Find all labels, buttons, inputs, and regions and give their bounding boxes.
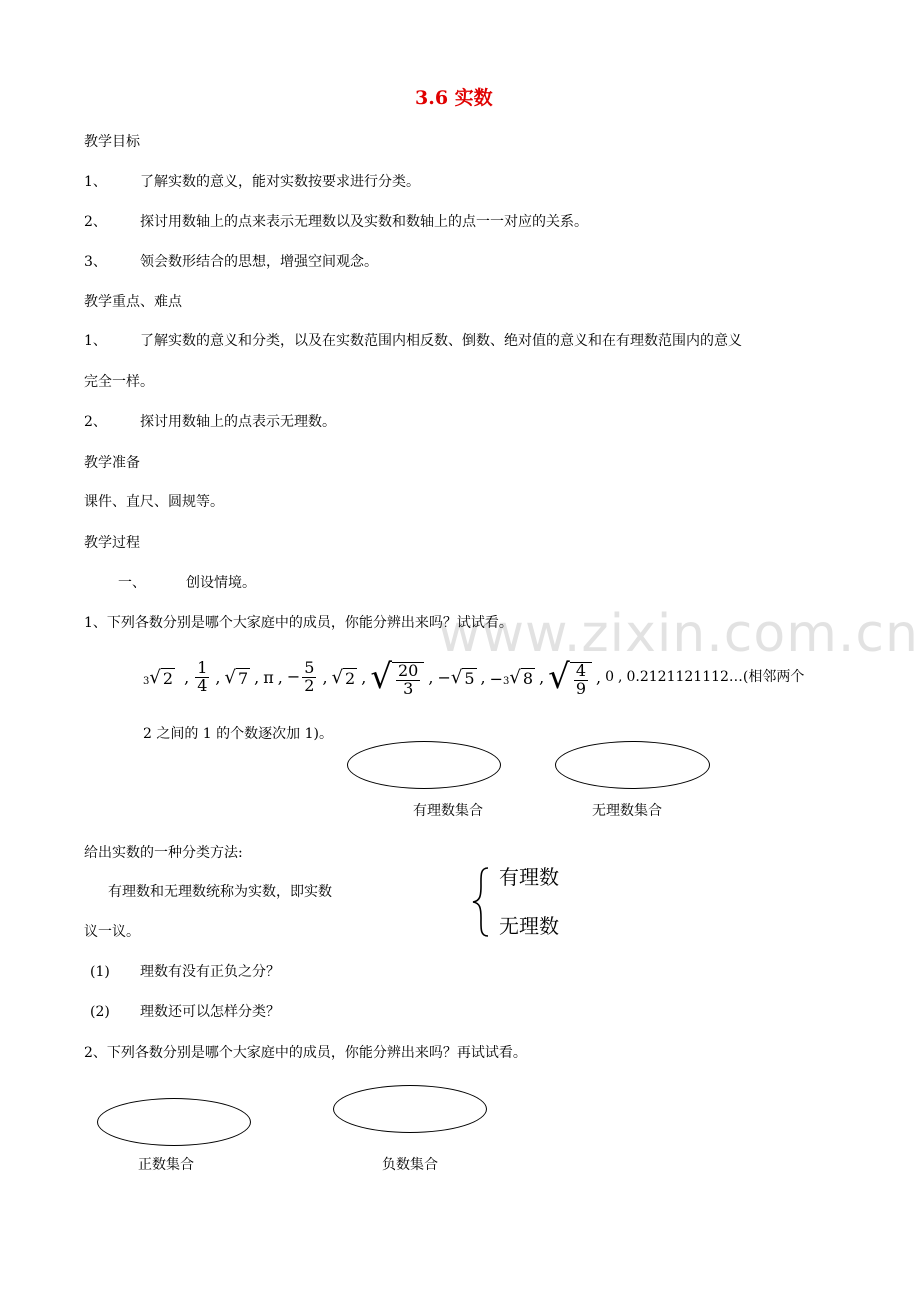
step-number: 一、 <box>118 575 146 591</box>
watermark: www.zixin.com.cn <box>438 604 919 664</box>
question-2: 2、下列各数分别是哪个大家庭中的成员，你能分辨出来吗？再试试看。 <box>84 1045 527 1061</box>
discussion-heading: 议一议。 <box>84 924 140 940</box>
discussion-number: (2) <box>90 1004 110 1020</box>
section-heading-preparation: 教学准备 <box>84 455 140 471</box>
classification-intro: 给出实数的一种分类方法: <box>84 845 243 861</box>
goal-number: 3、 <box>84 254 107 270</box>
process-step-1 <box>118 576 256 590</box>
goal-item-1 <box>84 175 420 189</box>
brace-option-irrational: 无理数 <box>499 914 559 938</box>
brace-option-rational: 有理数 <box>499 865 559 889</box>
discussion-text: 理数有没有正负之分？ <box>140 964 280 980</box>
preparation-text: 课件、直尺、圆规等。 <box>84 494 224 510</box>
sqrt-2: √ 2 <box>331 666 356 688</box>
discussion-item-1 <box>90 965 280 979</box>
cube-root-2: 3 √ 2 <box>143 666 174 688</box>
keypoint-item-1-continued: 完全一样。 <box>84 374 154 390</box>
rational-set-ellipse <box>347 741 501 789</box>
pi-symbol: π <box>263 667 274 687</box>
keypoint-number: 2、 <box>84 414 107 430</box>
curly-brace <box>470 866 492 938</box>
irrational-set-label: 无理数集合 <box>592 803 662 819</box>
negative-set-label: 负数集合 <box>382 1157 438 1173</box>
page-title: 3.6 实数 <box>415 87 493 109</box>
section-heading-goals: 教学目标 <box>84 134 140 150</box>
positive-set-ellipse <box>97 1098 251 1146</box>
irrational-set-ellipse <box>555 741 710 789</box>
keypoint-item-2 <box>84 415 336 429</box>
section-heading-keypoints: 教学重点、难点 <box>84 294 182 310</box>
zero: 0 <box>605 669 615 685</box>
goal-number: 1、 <box>84 174 107 190</box>
number-list: 3 √ 2 , $\frac{1}{4}$ , √ 7 , π , − $\frac{5}{2}$ , √ 2 , √ $\frac{20}{3}$ , − √ 5 , − 3 √ 8 , √ $\frac{4}{9}$ , 0 , 0.2121121112…(相邻两个 <box>143 657 805 698</box>
goal-item-3 <box>84 255 378 269</box>
discussion-item-2 <box>90 1005 280 1019</box>
neg-cube-root-8: − 3 √ 8 <box>489 666 534 689</box>
keypoint-item-1 <box>84 334 742 348</box>
goal-item-2 <box>84 215 588 229</box>
neg-five-halves: − $\frac{5}{2}$ <box>286 658 315 695</box>
sqrt-twenty-thirds: √ $\frac{20}{3}$ <box>370 657 424 698</box>
discussion-number: (1) <box>90 964 110 980</box>
keypoint-text: 探讨用数轴上的点表示无理数。 <box>140 414 336 430</box>
goal-text: 了解实数的意义，能对实数按要求进行分类。 <box>140 174 420 190</box>
keypoint-text: 了解实数的意义和分类，以及在实数范围内相反数、倒数、绝对值的意义和在有理数范围内的意义 <box>140 333 742 349</box>
step-text: 创设情境。 <box>186 575 256 591</box>
classification-text: 有理数和无理数统称为实数，即实数 <box>108 884 332 900</box>
negative-set-ellipse <box>333 1085 487 1133</box>
sqrt-four-ninths: √ $\frac{4}{9}$ <box>548 657 592 698</box>
discussion-text: 理数还可以怎样分类？ <box>140 1004 280 1020</box>
goal-text: 领会数形结合的思想，增强空间观念。 <box>140 254 378 270</box>
goal-text: 探讨用数轴上的点来表示无理数以及实数和数轴上的点一一对应的关系。 <box>140 214 588 230</box>
keypoint-number: 1、 <box>84 333 107 349</box>
rational-set-label: 有理数集合 <box>413 803 483 819</box>
neg-sqrt-5: − √ 5 <box>437 666 475 688</box>
question-1-continued: 2 之间的 1 的个数逐次加 1)。 <box>143 726 333 742</box>
fraction-one-quarter: $\frac{1}{4}$ <box>197 658 208 695</box>
goal-number: 2、 <box>84 214 107 230</box>
question-1: 1、下列各数分别是哪个大家庭中的成员，你能分辨出来吗？试试看。 <box>84 615 513 631</box>
positive-set-label: 正数集合 <box>138 1157 194 1173</box>
repeating-decimal: 0.2121121112…(相邻两个 <box>626 669 805 685</box>
sqrt-7: √ 7 <box>224 666 249 688</box>
section-heading-process: 教学过程 <box>84 535 140 551</box>
